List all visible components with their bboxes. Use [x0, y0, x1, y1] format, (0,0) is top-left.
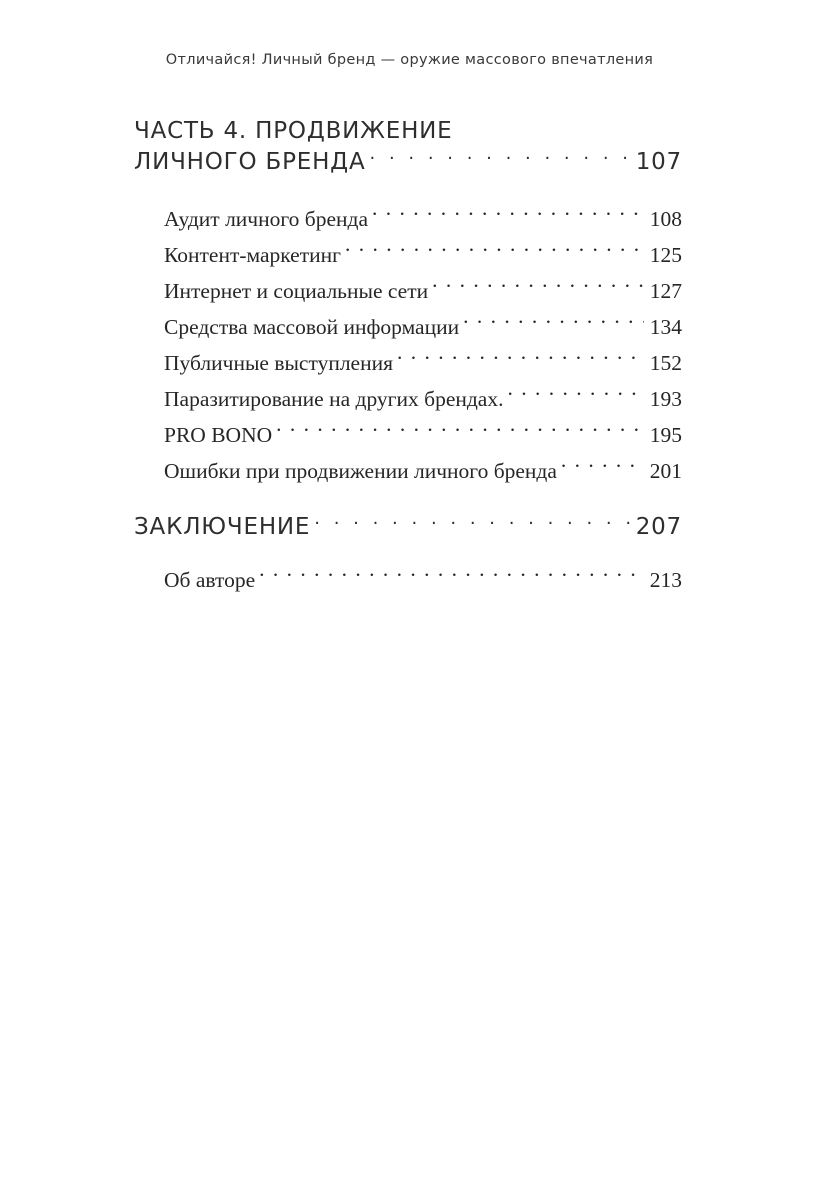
toc-entry-title: Об авторе — [164, 568, 256, 592]
dot-leader — [276, 421, 644, 443]
toc-entry — [164, 309, 682, 345]
toc-entry — [164, 417, 682, 453]
toc-entry-page: 134 — [649, 315, 682, 339]
table-of-contents — [134, 116, 682, 598]
part-4-heading-line1: ЧАСТЬ 4. ПРОДВИЖЕНИЕ — [134, 118, 453, 144]
toc-entry-page: 193 — [649, 387, 682, 411]
toc-entry-page: 152 — [649, 351, 682, 375]
conclusion-page-number: 207 — [635, 514, 682, 540]
toc-entry — [164, 201, 682, 237]
conclusion-entries — [164, 562, 682, 598]
toc-entry-title: Паразитирование на других брендах. — [164, 387, 504, 411]
toc-entry-title: Интернет и социальные сети — [164, 279, 429, 303]
dot-leader — [314, 511, 629, 534]
part-4-heading-line2: ЛИЧНОГО БРЕНДА — [134, 149, 366, 175]
dot-leader — [432, 277, 644, 299]
dot-leader — [463, 313, 644, 335]
toc-entry — [164, 381, 682, 417]
dot-leader — [370, 146, 630, 169]
toc-entry — [164, 345, 682, 381]
toc-entry-title: Публичные выступления — [164, 351, 393, 375]
toc-entry-title: Контент-маркетинг — [164, 243, 341, 267]
toc-entry-title: Средства массовой информации — [164, 315, 460, 339]
dot-leader — [507, 385, 643, 407]
part-4-page-number: 107 — [635, 149, 682, 175]
toc-entry-title: Аудит личного бренда — [164, 207, 368, 231]
dot-leader — [397, 349, 644, 371]
toc-entry-page: 195 — [649, 423, 682, 447]
dot-leader — [259, 566, 644, 588]
conclusion-heading-row — [134, 511, 682, 542]
dot-leader — [561, 457, 644, 479]
toc-entry — [164, 562, 682, 598]
conclusion-title: ЗАКЛЮЧЕНИЕ — [134, 514, 311, 540]
conclusion-heading — [134, 511, 682, 542]
toc-entry-title: PRO BONO — [164, 423, 273, 447]
part-4-heading-line2-row — [134, 146, 682, 177]
dot-leader — [372, 205, 644, 227]
toc-entry-page: 108 — [649, 207, 682, 231]
toc-entry — [164, 237, 682, 273]
dot-leader — [345, 241, 644, 263]
toc-entry-page: 201 — [649, 459, 682, 483]
part-4-heading — [134, 116, 682, 177]
toc-entry-page: 125 — [649, 243, 682, 267]
toc-entry-title: Ошибки при продвижении личного бренда — [164, 459, 557, 483]
part-4-entries — [164, 201, 682, 489]
toc-entry — [164, 453, 682, 489]
toc-entry-page: 213 — [649, 568, 682, 592]
running-header: Отличайся! Личный бренд — оружие массового впечатления — [165, 52, 654, 68]
toc-entry-page: 127 — [649, 279, 682, 303]
toc-entry — [164, 273, 682, 309]
